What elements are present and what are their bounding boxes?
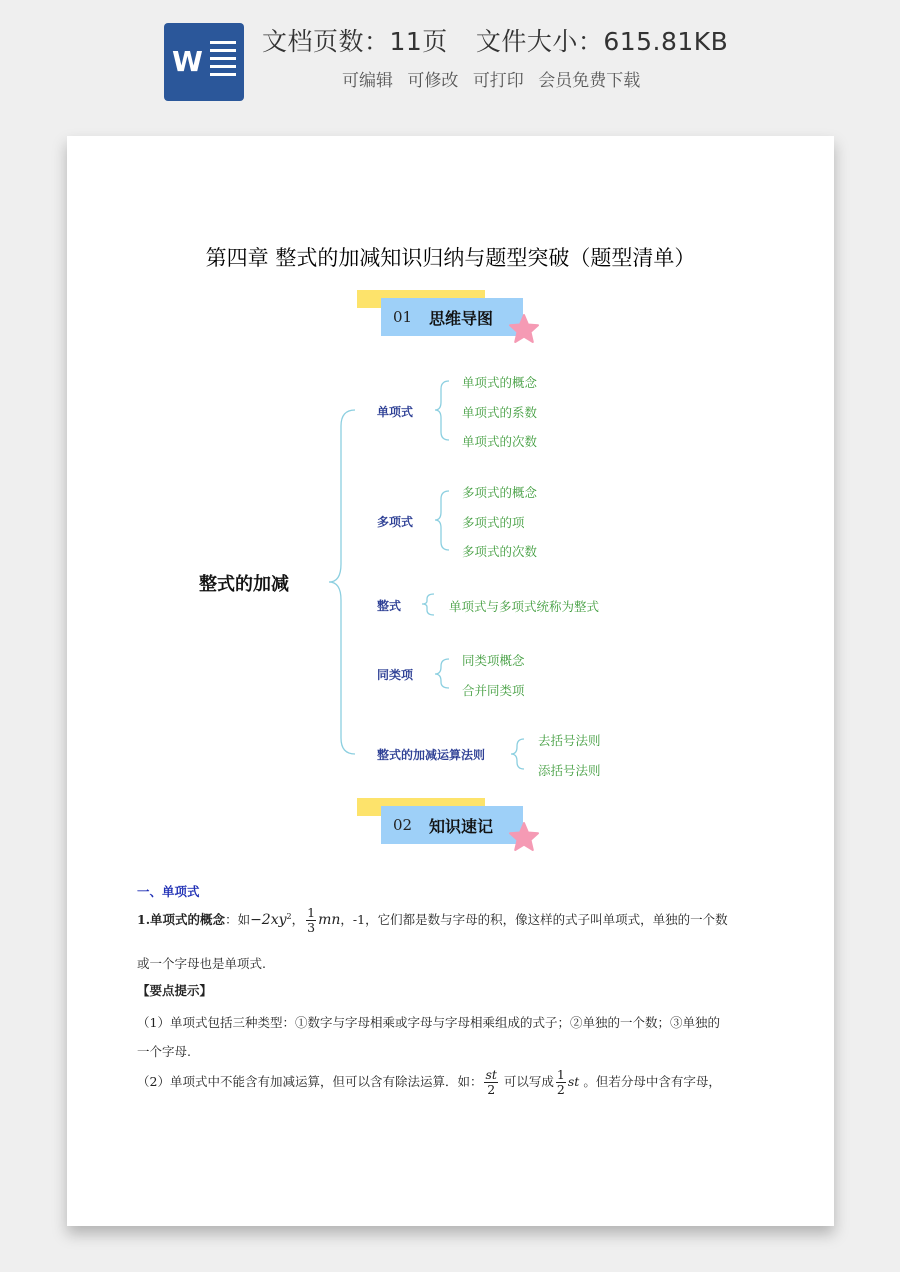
mindmap-leaf: 同类项概念 <box>462 653 525 668</box>
mindmap-leaf: 单项式的概念 <box>462 375 538 390</box>
document-title: 第四章 整式的加减知识归纳与题型突破（题型清单） <box>205 246 696 270</box>
star-icon <box>509 822 539 852</box>
tip-heading: 【要点提示】 <box>137 983 213 998</box>
math-expr: mn <box>318 912 341 928</box>
file-info <box>262 22 728 58</box>
section-number: 01 <box>393 308 413 326</box>
section-header-knowledge <box>357 798 542 852</box>
text: 可以写成 <box>503 1074 554 1089</box>
feature-modifiable: 可修改 <box>407 71 459 91</box>
mindmap-root: 整式的加减 <box>199 574 289 595</box>
word-file-icon <box>164 23 244 101</box>
exponent: 2 <box>286 911 292 921</box>
feature-printable: 可打印 <box>472 71 524 91</box>
mindmap-leaf: 合并同类项 <box>462 683 525 698</box>
text: ， <box>291 912 305 927</box>
heading-monomial <box>137 882 777 900</box>
feature-list <box>342 66 649 91</box>
document-page <box>67 136 834 1226</box>
text: ，-1，它们都是数与字母的积，像这样的式子叫单项式，单独的一个数 <box>340 912 728 927</box>
tip-1: （1）单项式包括三种类型：①数字与字母相乘或字母与字母相乘组成的式子；②单独的一个数；③单独的 <box>137 1015 720 1030</box>
concept-label: 1.单项式的概念 <box>137 912 226 927</box>
tip-2 <box>137 1068 777 1097</box>
mindmap-branch-like-terms: 同类项 <box>377 668 414 682</box>
fraction: $\frac{st}{2}$ <box>485 1067 497 1097</box>
mindmap-leaf: 多项式的概念 <box>462 485 538 500</box>
mindmap-leaf: 单项式的系数 <box>462 405 538 420</box>
text: ：如 <box>225 912 251 927</box>
feature-member-free: 会员免费下载 <box>538 71 641 91</box>
mindmap-leaf: 去括号法则 <box>538 733 601 748</box>
mindmap-leaf: 添括号法则 <box>538 763 601 778</box>
mindmap-branch-polynomial: 多项式 <box>377 515 414 529</box>
mindmap-leaf: 单项式与多项式统称为整式 <box>449 599 600 614</box>
text: （2）单项式中不能含有加减运算，但可以含有除法运算．如： <box>137 1074 483 1089</box>
mindmap-brackets <box>67 136 834 816</box>
file-size: 文件大小：615.81KB <box>475 27 729 56</box>
mindmap-branch-operation-rules: 整式的加减运算法则 <box>377 748 486 762</box>
tip-1-cont: 一个字母. <box>137 1044 191 1059</box>
math-expr: st <box>567 1074 580 1089</box>
section-number: 02 <box>393 816 413 834</box>
fraction: $\frac{1}{2}$ <box>556 1067 565 1097</box>
section-label: 思维导图 <box>429 309 494 328</box>
paragraph-concept <box>137 906 777 935</box>
word-lines-icon <box>210 41 236 81</box>
word-letter: W <box>172 45 203 78</box>
feature-editable: 可编辑 <box>342 71 393 91</box>
mindmap-leaf: 单项式的次数 <box>462 434 538 449</box>
paragraph-concept-cont: 或一个字母也是单项式. <box>137 956 266 971</box>
text: 。但若分母中含有字母， <box>583 1074 721 1089</box>
math-expr: −2xy <box>250 912 287 928</box>
mindmap-branch-monomial: 单项式 <box>377 405 414 419</box>
mindmap-leaf: 多项式的次数 <box>462 544 538 559</box>
heading-text: 一、单项式 <box>137 884 200 899</box>
section-label: 知识速记 <box>429 817 494 836</box>
page-count: 文档页数：11页 <box>262 27 448 56</box>
mindmap-branch-integral-expression: 整式 <box>377 599 402 613</box>
mindmap-leaf: 多项式的项 <box>462 515 525 530</box>
fraction: $\frac{1}{3}$ <box>307 905 316 935</box>
